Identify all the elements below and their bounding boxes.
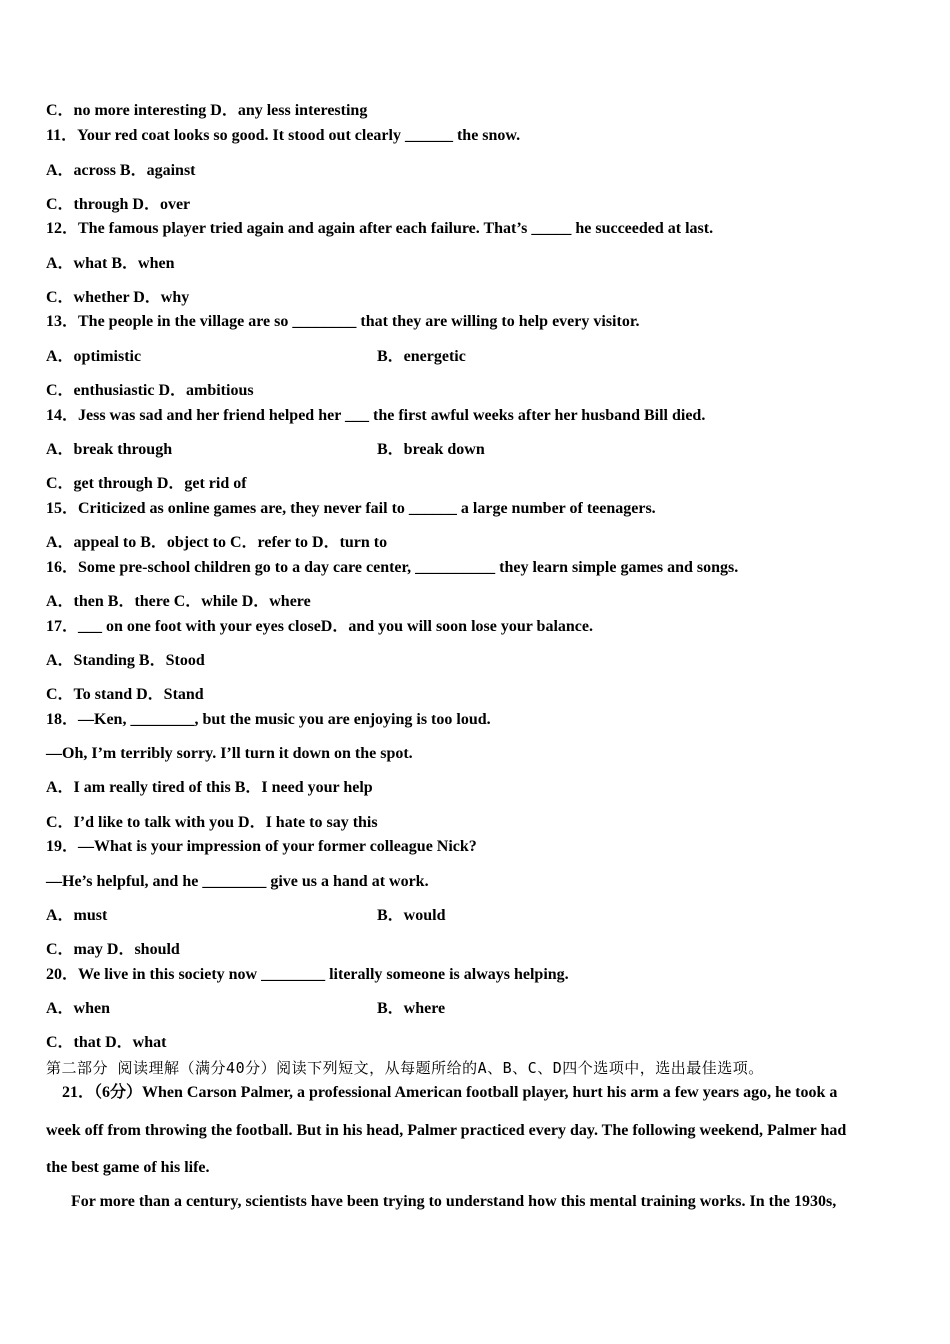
passage-21-line-1: 21．（6分）When Carson Palmer, a professional American football player, hurt his arm a few years ago, he took a: [62, 1084, 838, 1101]
q18-options-cd: C．I’d like to talk with you D．I hate to say this: [46, 814, 378, 831]
q19-reply: —He’s helpful, and he ________ give us a hand at work.: [46, 873, 429, 890]
q12-options-cd: C．whether D．why: [46, 289, 190, 306]
q14-option-a: A．break through: [46, 441, 173, 458]
q16-options: A．then B．there C．while D．where: [46, 593, 311, 610]
q19-options-cd: C．may D．should: [46, 941, 180, 958]
q11-options-ab: A．across B．against: [46, 162, 196, 179]
passage-21-line-4: For more than a century, scientists have been trying to understand how this mental training works. In the 1930s,: [71, 1193, 837, 1210]
q10-options-cd: C．no more interesting D．any less interesting: [46, 102, 368, 119]
part-two-heading: 第二部分 阅读理解（满分40分）阅读下列短文，从每题所给的A、B、C、D四个选项中，选出最佳选项。: [46, 1059, 764, 1077]
q13-option-b: B．energetic: [377, 348, 466, 365]
q20-options-cd: C．that D．what: [46, 1034, 167, 1051]
q14-option-b: B．break down: [377, 441, 485, 458]
q18-options-ab: A．I am really tired of this B．I need your help: [46, 779, 373, 796]
q19-option-a: A．must: [46, 907, 108, 924]
question-13: 13．The people in the village are so ________ that they are willing to help every visitor.: [46, 313, 640, 330]
q13-options-cd: C．enthusiastic D．ambitious: [46, 382, 254, 399]
q11-options-cd: C．through D．over: [46, 196, 191, 213]
q20-option-b: B．where: [377, 1000, 446, 1017]
q14-options-cd: C．get through D．get rid of: [46, 475, 247, 492]
question-14: 14．Jess was sad and her friend helped her ___ the first awful weeks after her husband Bill died.: [46, 407, 706, 424]
question-15: 15．Criticized as online games are, they never fail to ______ a large number of teenagers.: [46, 500, 656, 517]
question-20: 20．We live in this society now ________ literally someone is always helping.: [46, 966, 569, 983]
q17-options-cd: C．To stand D．Stand: [46, 686, 204, 703]
question-16: 16．Some pre-school children go to a day care center, __________ they learn simple games and songs.: [46, 559, 739, 576]
q12-options-ab: A．what B．when: [46, 255, 175, 272]
q13-option-a: A．optimistic: [46, 348, 142, 365]
q15-options: A．appeal to B．object to C．refer to D．turn to: [46, 534, 388, 551]
question-19: 19．—What is your impression of your former colleague Nick?: [46, 838, 477, 855]
q19-option-b: B．would: [377, 907, 446, 924]
q20-option-a: A．when: [46, 1000, 111, 1017]
q18-reply: —Oh, I’m terribly sorry. I’ll turn it down on the spot.: [46, 745, 413, 762]
q17-options-ab: A．Standing B．Stood: [46, 652, 205, 669]
question-17: 17．___ on one foot with your eyes closeD．and you will soon lose your balance.: [46, 618, 593, 635]
passage-21-line-2: week off from throwing the football. But in his head, Palmer practiced every day. The following weekend, Palmer had: [46, 1122, 847, 1139]
question-11: 11．Your red coat looks so good. It stood out clearly ______ the snow.: [46, 127, 521, 144]
passage-21-line-3: the best game of his life.: [46, 1159, 210, 1176]
question-12: 12．The famous player tried again and again after each failure. That’s _____ he succeeded at last.: [46, 220, 714, 237]
question-18: 18．—Ken, ________, but the music you are enjoying is too loud.: [46, 711, 491, 728]
